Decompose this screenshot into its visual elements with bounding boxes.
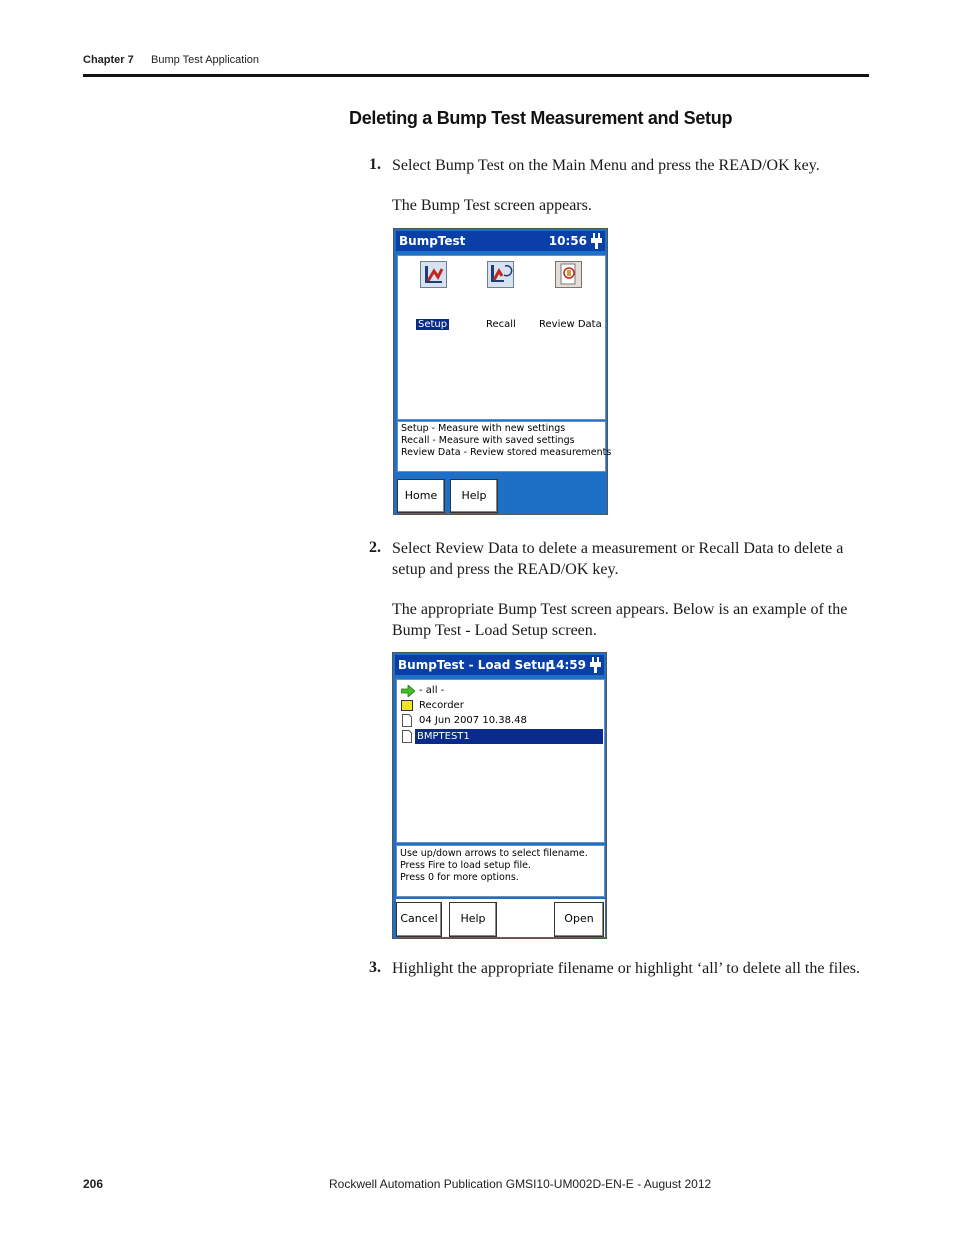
page-number: 206 (83, 1177, 104, 1191)
setup-label[interactable]: Setup (418, 319, 448, 330)
home-button[interactable]: Home (397, 479, 445, 513)
step-3-number: 3. (369, 959, 381, 976)
help-button[interactable]: Help (449, 902, 497, 937)
bump-test-screen (393, 228, 612, 515)
step-1-number: 1. (369, 156, 381, 173)
file-item-date[interactable] (401, 714, 601, 728)
setup-icon[interactable] (420, 261, 447, 288)
step-1-text: Select Bump Test on the Main Menu and press the READ/OK key. (392, 157, 820, 174)
icon-panel (397, 255, 606, 420)
screen-titlebar (395, 655, 604, 675)
screen-clock: 10:56 (548, 234, 587, 248)
help-line-3: Review Data - Review stored measurements (401, 447, 612, 458)
file-item-label: Recorder (419, 700, 464, 711)
recall-icon[interactable] (487, 261, 514, 288)
chapter-title: Bump Test Application (151, 54, 260, 66)
help-panel (397, 421, 612, 472)
open-button[interactable]: Open (554, 902, 604, 937)
step-2-note: The appropriate Bump Test screen appears. Below is an example of the Bump Test - Load Setup screen. (392, 601, 848, 639)
file-item-label: BMPTEST1 (417, 731, 470, 742)
step-1-note: The Bump Test screen appears. (392, 197, 592, 214)
screen-titlebar (396, 231, 605, 251)
power-plug-icon (591, 233, 602, 249)
help-panel (396, 845, 605, 897)
screen-clock: 14:59 (547, 658, 586, 672)
help-button[interactable]: Help (450, 479, 498, 513)
header-rule (83, 74, 869, 77)
help-line-1: Use up/down arrows to select filename. (400, 848, 588, 859)
file-item-bmptest1[interactable] (401, 729, 603, 744)
publication-info: Rockwell Automation Publication GMSI10-UM002D-EN-E - August 2012 (329, 1177, 712, 1191)
recall-label[interactable]: Recall (486, 319, 516, 330)
step-3-text: Highlight the appropriate filename or highlight ‘all’ to delete all the files. (392, 960, 860, 977)
screen-title: BumpTest (399, 234, 466, 248)
file-item-all[interactable] (401, 684, 601, 698)
screen-title: BumpTest - Load Setup (398, 658, 555, 672)
step-2-text: Select Review Data to delete a measurement or Recall Data to delete a setup and press the READ/OK key. (392, 540, 844, 578)
help-line-2: Press Fire to load setup file. (400, 860, 531, 871)
file-list (396, 679, 605, 843)
file-item-label: - all - (419, 685, 445, 696)
chapter-label: Chapter 7 (83, 54, 134, 66)
file-icon (402, 714, 412, 727)
help-line-1: Setup - Measure with new settings (401, 423, 566, 434)
cancel-button[interactable]: Cancel (396, 902, 442, 937)
step-2-number: 2. (369, 539, 381, 556)
file-icon (402, 730, 412, 743)
section-title: Deleting a Bump Test Measurement and Setup (349, 108, 733, 128)
load-setup-screen (392, 652, 607, 939)
arrow-right-icon (401, 685, 415, 697)
help-line-3: Press 0 for more options. (400, 872, 519, 883)
file-item-label: 04 Jun 2007 10.38.48 (419, 715, 527, 726)
file-item-recorder[interactable] (401, 699, 601, 713)
help-line-2: Recall - Measure with saved settings (401, 435, 575, 446)
review-data-icon[interactable] (555, 261, 582, 288)
power-plug-icon (590, 657, 601, 673)
review-data-label[interactable]: Review Data (539, 319, 602, 330)
folder-icon (401, 700, 413, 711)
